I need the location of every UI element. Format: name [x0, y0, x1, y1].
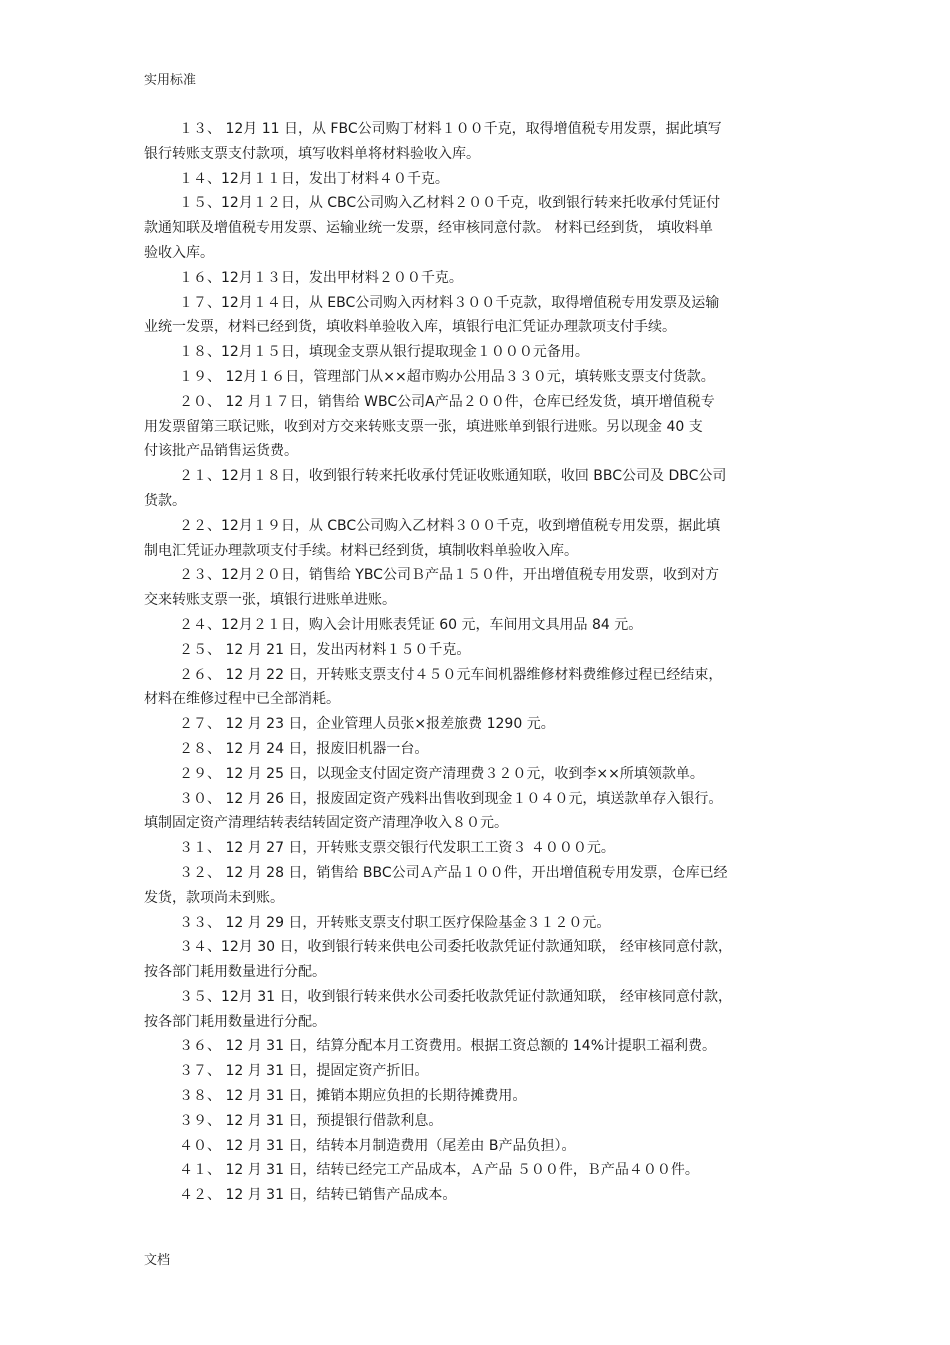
- paragraph-line: ４０、 12 月 31 日，结转本月制造费用（尾差由 B产品负担）。: [179, 1137, 576, 1154]
- paragraph-line: ２６、 12 月 22 日，开转账支票支付４５０元车间机器维修材料费维修过程已经结束，: [179, 666, 723, 683]
- paragraph-line: １６、12月１３日，发出甲材料２００千克。: [179, 269, 463, 286]
- paragraph-line: 用发票留第三联记账，收到对方交来转账支票一张，填进账单到银行进账。另以现金 40 支: [144, 418, 703, 435]
- item-paragraph: [144, 1183, 812, 1208]
- paragraph-line: 材料在维修过程中已全部消耗。: [144, 691, 340, 708]
- paragraph-line: ２７、 12 月 23 日，企业管理人员张×报差旅费 1290 元。: [179, 716, 555, 733]
- item-paragraph: [144, 985, 812, 1035]
- paragraph-line: ２２、12月１９日，从 CBC公司购入乙材料３００千克，收到增值税专用发票，据此填: [179, 517, 721, 534]
- item-paragraph: [144, 935, 812, 985]
- paragraph-line: 填制固定资产清理结转表结转固定资产清理净收入８０元。: [144, 815, 508, 832]
- item-paragraph: [144, 836, 812, 861]
- paragraph-line: ３８、 12 月 31 日，摊销本期应负担的长期待摊费用。: [179, 1088, 527, 1105]
- paragraph-line: １４、12月１１日，发出丁材料４０千克。: [179, 170, 449, 187]
- paragraph-line: 银行转账支票支付款项，填写收料单将材料验收入库。: [144, 145, 480, 162]
- paragraph-line: １３、 12月 11 日，从 FBC公司购丁材料１００千克，取得增值税专用发票，据此填写: [179, 121, 722, 137]
- paragraph-line: １９、 12月１６日，管理部门从××超市购办公用品３３０元，填转账支票支付货款。: [179, 368, 715, 385]
- item-paragraph: [144, 340, 812, 365]
- item-paragraph: [144, 464, 812, 514]
- paragraph-line: 发货，款项尚未到账。: [144, 889, 284, 906]
- paragraph-line: ３７、 12 月 31 日，提固定资产折旧。: [179, 1063, 429, 1080]
- paragraph-line: ３２、 12 月 28 日，销售给 BBC公司Ａ产品１００件，开出增值税专用发票，仓库已经: [179, 864, 728, 881]
- paragraph-line: 货款。: [144, 492, 186, 509]
- item-paragraph: [144, 1034, 812, 1059]
- paragraph-line: ４２、 12 月 31 日，结转已销售产品成本。: [179, 1187, 457, 1204]
- item-paragraph: [144, 613, 812, 638]
- paragraph-line: ２５、 12 月 21 日，发出丙材料１５０千克。: [179, 641, 471, 658]
- paragraph-line: １７、12月１４日，从 EBC公司购入丙材料３００千克款，取得增值税专用发票及运输: [179, 294, 720, 311]
- item-paragraph: [144, 1059, 812, 1084]
- paragraph-line: ３６、 12 月 31 日，结算分配本月工资费用。根据工资总额的 14%计提职工福利费。: [179, 1038, 716, 1055]
- item-paragraph: [144, 117, 812, 167]
- paragraph-line: ２０、 12 月１７日，销售给 WBC公司A产品２００件，仓库已经发货，填开增值税专: [179, 393, 715, 410]
- item-paragraph: [144, 191, 812, 265]
- paragraph-line: 按各部门耗用数量进行分配。: [144, 1013, 326, 1030]
- paragraph-line: 付该批产品销售运货费。: [144, 443, 298, 460]
- paragraph-line: ３３、 12 月 29 日，开转账支票支付职工医疗保险基金３１２０元。: [179, 914, 611, 931]
- paragraph-line: 交来转账支票一张，填银行进账单进账。: [144, 592, 396, 609]
- paragraph-line: ２３、12月２０日，销售给 YBC公司Ｂ产品１５０件，开出增值税专用发票，收到对方: [179, 567, 719, 584]
- item-paragraph: [144, 787, 812, 837]
- item-paragraph: [144, 514, 812, 564]
- item-paragraph: [144, 911, 812, 936]
- paragraph-line: ２１、12月１８日，收到银行转来托收承付凭证收账通知联，收回 BBC公司及 DBC公司: [179, 468, 727, 485]
- item-paragraph: [144, 291, 812, 341]
- paragraph-line: 款通知联及增值税专用发票、运输业统一发票，经审核同意付款。 材料已经到货， 填收料单: [144, 220, 713, 237]
- item-paragraph: [144, 638, 812, 663]
- item-paragraph: [144, 1158, 812, 1183]
- document-body: [144, 117, 812, 1208]
- item-paragraph: [144, 1109, 812, 1134]
- page-footer: 文档: [144, 1253, 171, 1268]
- item-paragraph: [144, 737, 812, 762]
- paragraph-line: １８、12月１５日，填现金支票从银行提取现金１０００元备用。: [179, 344, 589, 361]
- item-paragraph: [144, 861, 812, 911]
- item-paragraph: [144, 563, 812, 613]
- paragraph-line: 验收入库。: [144, 244, 214, 261]
- paragraph-line: ２９、 12 月 25 日，以现金支付固定资产清理费３２０元，收到李××所填领款单。: [179, 765, 704, 782]
- paragraph-line: ３４、12月 30 日，收到银行转来供电公司委托收款凭证付款通知联， 经审核同意付款，: [179, 939, 732, 956]
- paragraph-line: ３９、 12 月 31 日，预提银行借款利息。: [179, 1112, 443, 1129]
- page-header: 实用标准: [144, 73, 197, 88]
- item-paragraph: [144, 1134, 812, 1159]
- item-paragraph: [144, 712, 812, 737]
- paragraph-line: ２４、12月２１日，购入会计用账表凭证 60 元，车间用文具用品 84 元。: [179, 616, 643, 633]
- paragraph-line: ３１、 12 月 27 日，开转账支票交银行代发职工工资３ ４０００元。: [179, 840, 615, 857]
- item-paragraph: [144, 390, 812, 464]
- paragraph-line: 按各部门耗用数量进行分配。: [144, 964, 326, 981]
- item-paragraph: [144, 266, 812, 291]
- item-paragraph: [144, 365, 812, 390]
- paragraph-line: 业统一发票，材料已经到货，填收料单验收入库，填银行电汇凭证办理款项支付手续。: [144, 319, 676, 336]
- item-paragraph: [144, 1084, 812, 1109]
- paragraph-line: ３５、12月 31 日，收到银行转来供水公司委托收款凭证付款通知联， 经审核同意付款，: [179, 988, 732, 1005]
- item-paragraph: [144, 663, 812, 713]
- paragraph-line: ３０、 12 月 26 日，报废固定资产残料出售收到现金１０４０元，填送款单存入银行。: [179, 790, 723, 807]
- item-paragraph: [144, 762, 812, 787]
- paragraph-line: ２８、 12 月 24 日，报废旧机器一台。: [179, 740, 429, 757]
- paragraph-line: １５、12月１２日，从 CBC公司购入乙材料２００千克，收到银行转来托收承付凭证付: [179, 195, 721, 212]
- paragraph-line: 制电汇凭证办理款项支付手续。材料已经到货，填制收料单验收入库。: [144, 542, 578, 559]
- paragraph-line: ４１、 12 月 31 日，结转已经完工产品成本，Ａ产品 ５００件，Ｂ产品４００件。: [179, 1162, 699, 1179]
- item-paragraph: [144, 167, 812, 192]
